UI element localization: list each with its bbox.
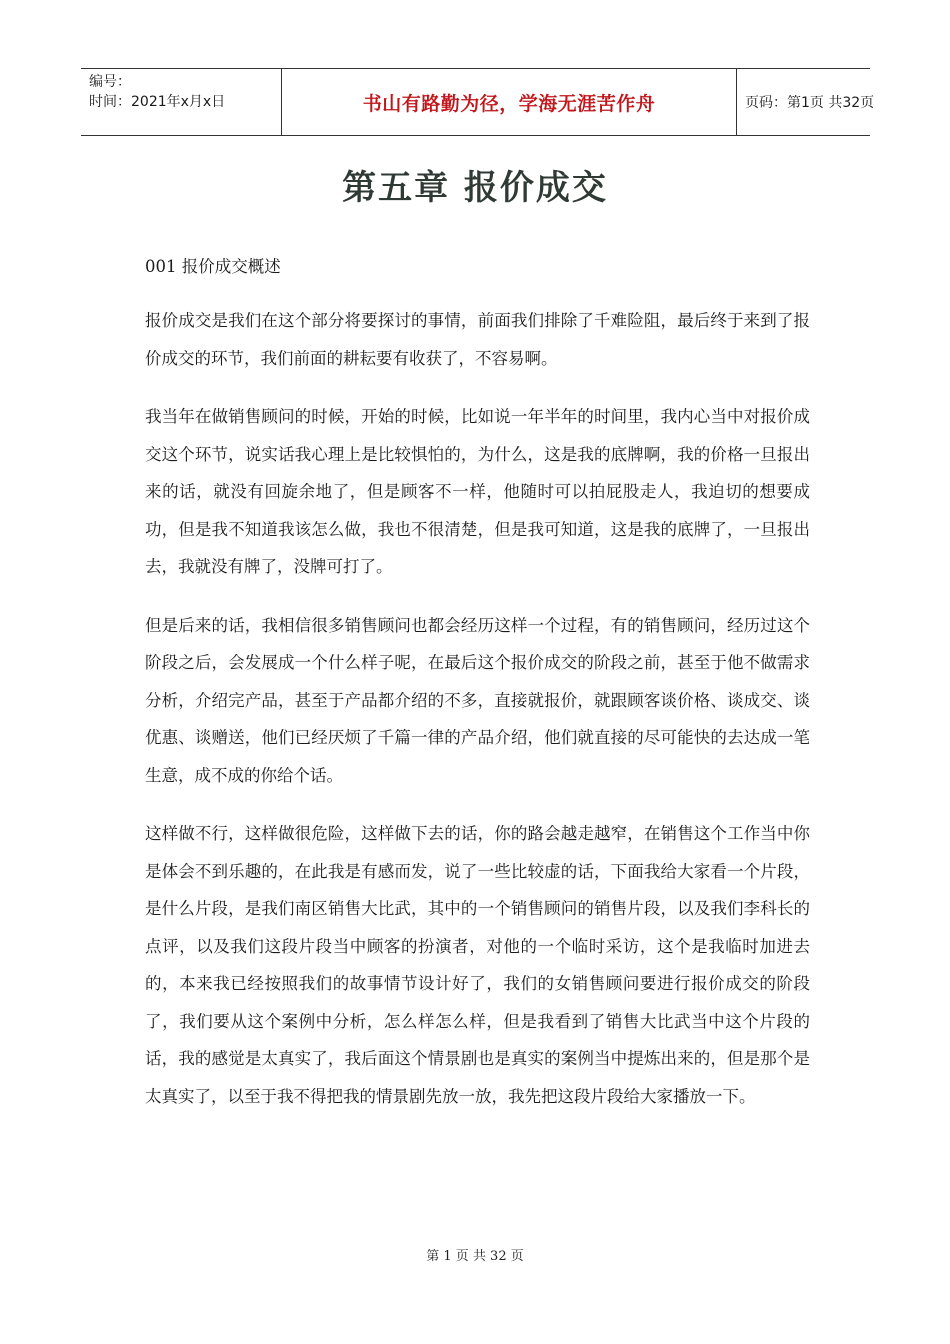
document-body — [145, 252, 810, 1136]
page-header — [81, 68, 875, 136]
document-date: 时间：2021年x月x日 — [89, 94, 226, 110]
page-footer: 第 1 页 共 32 页 — [426, 1249, 524, 1264]
chapter-title: 第五章 报价成交 — [342, 168, 608, 208]
header-motto-cell — [281, 69, 737, 135]
paragraph: 但是后来的话，我相信很多销售顾问也都会经历这样一个过程，有的销售顾问，经历过这个阶段之后，会发展成一个什么样子呢，在最后这个报价成交的阶段之前，甚至于他不做需求分析，介绍完产品，甚至于产品都介绍的不多，直接就报价，就跟顾客谈价格、谈成交、谈优惠、谈赠送，他们已经厌烦了千篇一律的产品介绍，他们就直接的尽可能快的去达成一笔生意，成不成的你给个话。 — [145, 615, 810, 785]
paragraph: 报价成交是我们在这个部分将要探讨的事情，前面我们排除了千难险阻，最后终于来到了报价成交的环节，我们前面的耕耘要有收获了，不容易啊。 — [145, 311, 810, 368]
document-number: 编号： — [89, 74, 131, 90]
header-meta — [81, 69, 281, 135]
paragraph: 我当年在做销售顾问的时候，开始的时候，比如说一年半年的时间里，我内心当中对报价成交这个环节，说实话我心理上是比较惧怕的，为什么，这是我的底牌啊，我的价格一旦报出来的话，就没有回旋余地了，但是顾客不一样，他随时可以拍屁股走人，我迫切的想要成功，但是我不知道我该怎么做，我也不很清楚，但是我可知道，这是我的底牌了，一旦报出去，我就没有牌了，没牌可打了。 — [145, 407, 810, 576]
header-page-info: 页码：第1页 共32页 — [745, 95, 875, 111]
section-heading: 001 报价成交概述 — [145, 257, 281, 276]
header-motto: 书山有路勤为径，学海无涯苦作舟 — [362, 92, 656, 115]
paragraph: 这样做不行，这样做很危险，这样做下去的话，你的路会越走越窄，在销售这个工作当中你是体会不到乐趣的，在此我是有感而发，说了一些比较虚的话，下面我给大家看一个片段，是什么片段，是我们南区销售大比武，其中的一个销售顾问的销售片段，以及我们李科长的点评，以及我们这段片段当中顾客的扮演者，对他的一个临时采访，这个是我临时加进去的，本来我已经按照我们的故事情节设计好了，我们的女销售顾问要进行报价成交的阶段了，我们要从这个案例中分析，怎么样怎么样，但是我看到了销售大比武当中这个片段的话，我的感觉是太真实了，我后面这个情景剧也是真实的案例当中提炼出来的，但是那个是太真实了，以至于我不得把我的情景剧先放一放，我先把这段片段给大家播放一下。 — [145, 824, 810, 1106]
